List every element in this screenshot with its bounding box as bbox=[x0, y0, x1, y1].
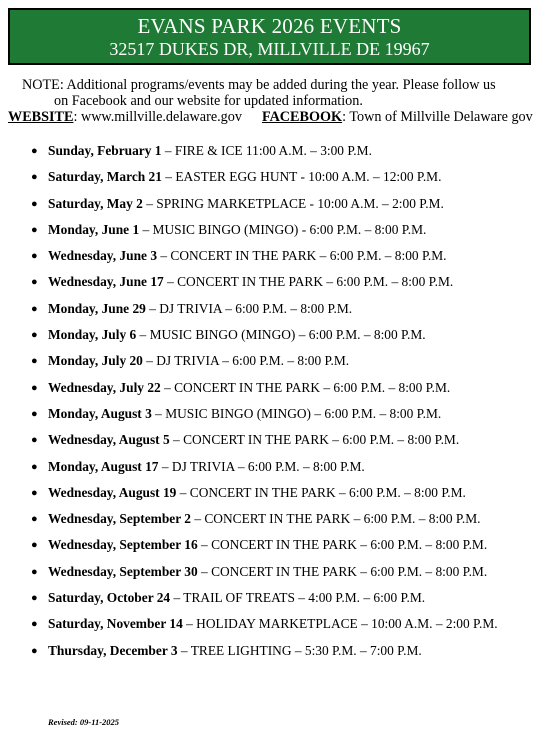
bullet-icon: ● bbox=[31, 329, 38, 342]
event-date: Wednesday, September 30 bbox=[48, 563, 198, 579]
note-line-2: on Facebook and our website for updated information. bbox=[54, 93, 363, 109]
website-link[interactable]: : www.millville.delaware.gov bbox=[73, 109, 242, 125]
event-item bbox=[0, 585, 543, 611]
bullet-icon: ● bbox=[31, 486, 38, 499]
event-date: Thursday, December 3 bbox=[48, 642, 178, 658]
event-date: Wednesday, September 16 bbox=[48, 537, 198, 553]
bullet-icon: ● bbox=[31, 171, 38, 184]
bullet-icon: ● bbox=[31, 618, 38, 631]
event-date: Wednesday, September 2 bbox=[48, 511, 191, 527]
event-item bbox=[0, 559, 543, 585]
bullet-icon: ● bbox=[31, 145, 38, 157]
event-date: Sunday, February 1 bbox=[48, 143, 162, 158]
bullet-icon: ● bbox=[31, 302, 38, 315]
event-item bbox=[0, 638, 543, 664]
event-date: Monday, July 20 bbox=[48, 353, 143, 369]
bullet-icon: ● bbox=[31, 513, 38, 526]
bullet-icon: ● bbox=[31, 223, 38, 236]
event-item bbox=[0, 191, 543, 217]
event-item bbox=[0, 427, 543, 453]
event-item bbox=[0, 217, 543, 243]
event-date: Monday, August 3 bbox=[48, 405, 152, 421]
bullet-icon: ● bbox=[31, 434, 38, 447]
event-detail: – CONCERT IN THE PARK – 6:00 P.M. – 8:00 P.M. bbox=[197, 563, 488, 579]
event-item bbox=[0, 296, 543, 322]
bullet-icon: ● bbox=[31, 460, 38, 473]
website-label: WEBSITE bbox=[8, 109, 74, 125]
bullet-icon: ● bbox=[31, 276, 38, 289]
event-item bbox=[0, 611, 543, 637]
event-detail: – MUSIC BINGO (MINGO) – 6:00 P.M. – 8:00 P.M. bbox=[136, 327, 426, 343]
event-item bbox=[0, 348, 543, 374]
event-detail: – CONCERT IN THE PARK – 6:00 P.M. – 8:00 P.M. bbox=[190, 511, 481, 527]
event-detail: – TREE LIGHTING – 5:30 P.M. – 7:00 P.M. bbox=[177, 642, 422, 658]
note-line-1: NOTE: Additional programs/events may be added during the year. Please follow us bbox=[22, 77, 496, 93]
park-address: 32517 DUKES DR, MILLVILLE DE 19967 bbox=[109, 39, 430, 59]
event-detail: – HOLIDAY MARKETPLACE – 10:00 A.M. – 2:00 P.M. bbox=[182, 616, 498, 632]
event-detail: – CONCERT IN THE PARK – 6:00 P.M. – 8:00 P.M. bbox=[197, 537, 488, 553]
event-date: Monday, June 29 bbox=[48, 300, 146, 316]
event-date: Wednesday, June 3 bbox=[48, 248, 158, 264]
event-detail: – CONCERT IN THE PARK – 6:00 P.M. – 8:00 P.M. bbox=[169, 432, 460, 448]
event-date: Saturday, November 14 bbox=[48, 616, 183, 632]
events-list bbox=[0, 138, 543, 664]
event-detail: – DJ TRIVIA – 6:00 P.M. – 8:00 P.M. bbox=[142, 353, 350, 369]
event-detail: – DJ TRIVIA – 6:00 P.M. – 8:00 P.M. bbox=[145, 300, 353, 316]
event-detail: – MUSIC BINGO (MINGO) - 6:00 P.M. – 8:00 P.M. bbox=[139, 221, 427, 237]
event-item bbox=[0, 269, 543, 295]
event-detail: – CONCERT IN THE PARK – 6:00 P.M. – 8:00 P.M. bbox=[160, 379, 451, 395]
event-item bbox=[0, 532, 543, 558]
page-title: EVANS PARK 2026 EVENTS bbox=[137, 14, 402, 38]
event-date: Wednesday, June 17 bbox=[48, 274, 164, 290]
event-date: Monday, July 6 bbox=[48, 327, 137, 343]
event-item bbox=[0, 138, 543, 164]
event-detail: – DJ TRIVIA – 6:00 P.M. – 8:00 P.M. bbox=[158, 458, 365, 474]
event-item bbox=[0, 375, 543, 401]
event-item bbox=[0, 243, 543, 269]
bullet-icon: ● bbox=[31, 250, 38, 263]
event-detail: – SPRING MARKETPLACE - 10:00 A.M. – 2:00 P.M. bbox=[142, 195, 444, 211]
event-date: Saturday, March 21 bbox=[48, 169, 162, 185]
facebook-link[interactable]: : Town of Millville Delaware gov bbox=[342, 109, 533, 125]
title-banner bbox=[8, 8, 531, 65]
event-date: Wednesday, August 5 bbox=[48, 432, 170, 448]
bullet-icon: ● bbox=[31, 592, 38, 605]
event-item bbox=[0, 480, 543, 506]
event-detail: – EASTER EGG HUNT - 10:00 A.M. – 12:00 P.M. bbox=[161, 169, 442, 185]
event-detail: – MUSIC BINGO (MINGO) – 6:00 P.M. – 8:00 P.M. bbox=[151, 405, 442, 421]
event-detail: – TRAIL OF TREATS – 4:00 P.M. – 6:00 P.M. bbox=[170, 590, 426, 606]
bullet-icon: ● bbox=[31, 407, 38, 420]
bullet-icon: ● bbox=[31, 539, 38, 552]
event-date: Monday, August 17 bbox=[48, 458, 159, 474]
event-date: Saturday, October 24 bbox=[48, 590, 171, 606]
revised-date: Revised: 09-11-2025 bbox=[48, 717, 120, 727]
event-item bbox=[0, 322, 543, 348]
event-date: Monday, June 1 bbox=[48, 221, 140, 237]
event-detail: – CONCERT IN THE PARK – 6:00 P.M. – 8:00 P.M. bbox=[163, 274, 454, 290]
bullet-icon: ● bbox=[31, 355, 38, 368]
bullet-icon: ● bbox=[31, 565, 38, 578]
event-item bbox=[0, 506, 543, 532]
bullet-icon: ● bbox=[31, 381, 38, 394]
links-row bbox=[8, 109, 538, 125]
event-date: Saturday, May 2 bbox=[48, 195, 143, 211]
event-detail: – CONCERT IN THE PARK – 6:00 P.M. – 8:00 P.M. bbox=[176, 484, 466, 500]
event-detail: – FIRE & ICE 11:00 A.M. – 3:00 P.M. bbox=[161, 143, 372, 158]
bullet-icon: ● bbox=[31, 197, 38, 210]
event-date: Wednesday, August 19 bbox=[48, 484, 177, 500]
note-block bbox=[10, 77, 535, 109]
event-detail: – CONCERT IN THE PARK – 6:00 P.M. – 8:00 P.M. bbox=[157, 248, 447, 264]
event-item bbox=[0, 164, 543, 190]
event-item bbox=[0, 454, 543, 480]
event-item bbox=[0, 401, 543, 427]
bullet-icon: ● bbox=[31, 644, 38, 657]
facebook-label: FACEBOOK bbox=[261, 109, 343, 125]
event-date: Wednesday, July 22 bbox=[48, 379, 161, 395]
